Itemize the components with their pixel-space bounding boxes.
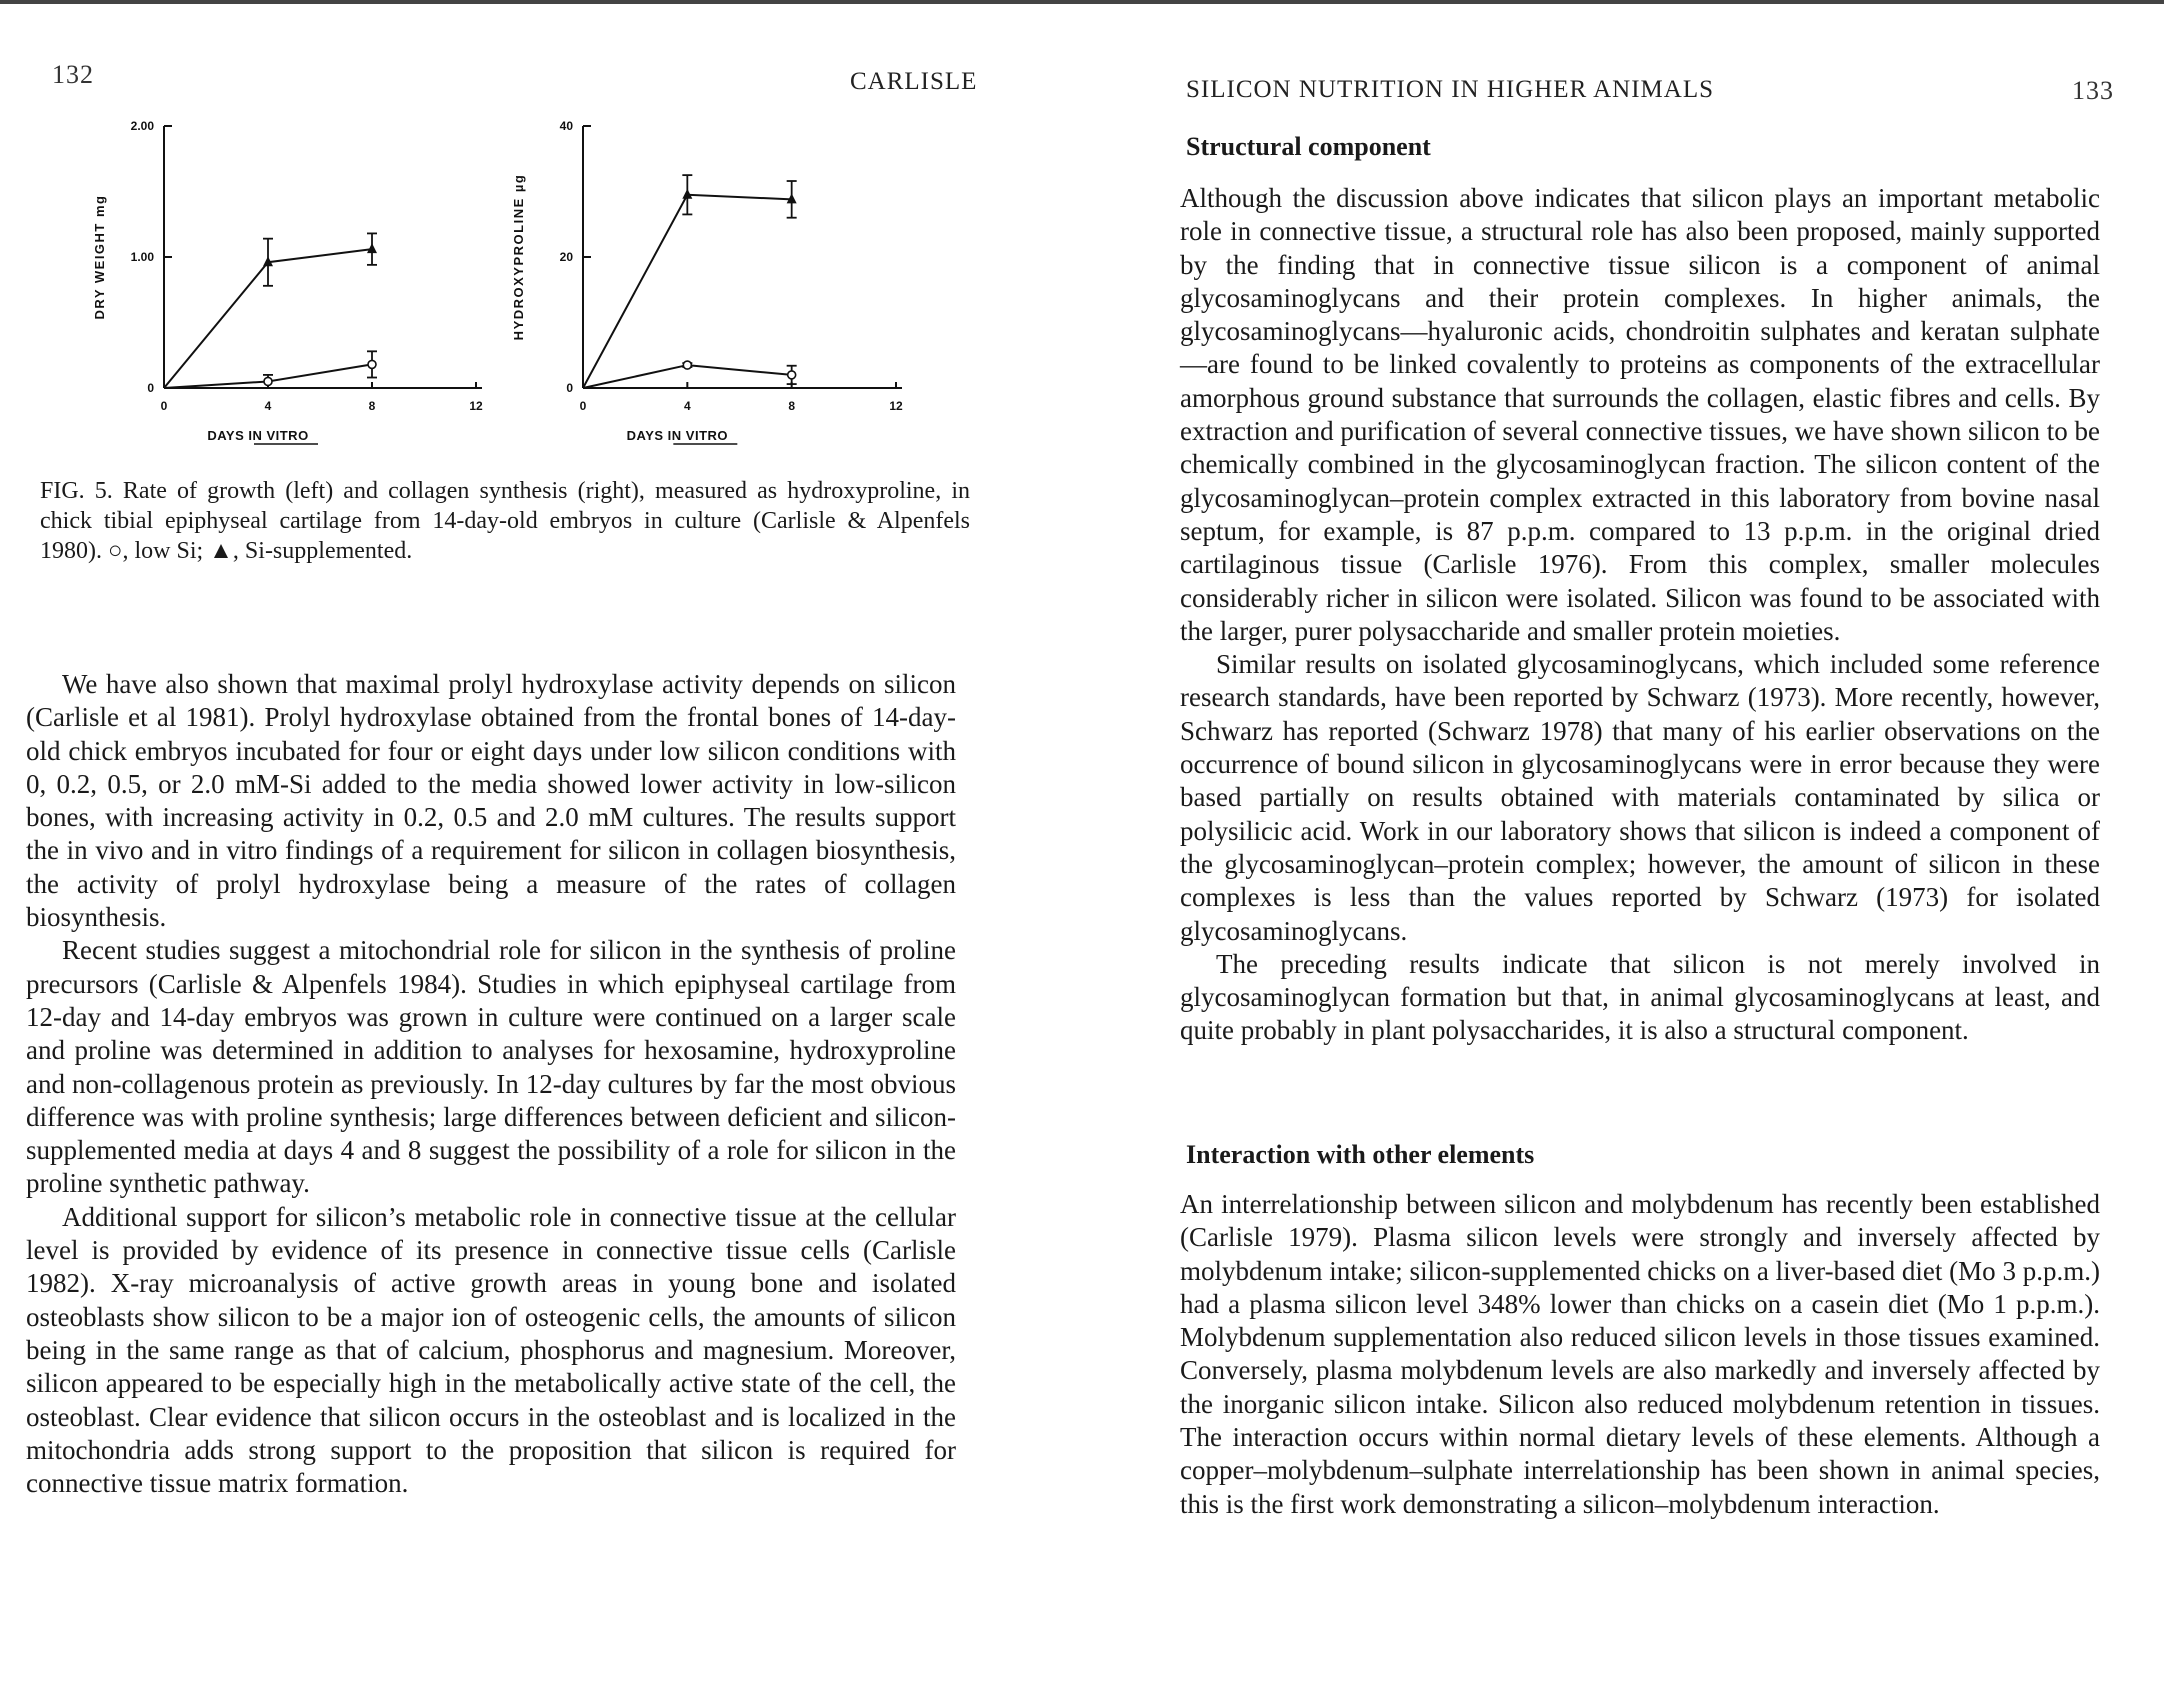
page-number: 133 [2072, 76, 2114, 105]
data-point-triangle [367, 243, 377, 253]
paragraph: Recent studies suggest a mitochondrial role for silicon in the synthesis of proline precursors (Carlisle & Alpenfels 1984). Studies in which epiphyseal cartilage from 12-day and 14-day embryos was grown in culture were continued on a larger scale and proline was determined in addition to analyses for hexosamine, hydroxyproline and non-collagenous protein as previously. In 12-day cultures by far the most obvious difference was with proline synthesis; large differences between deficient and silicon-supplemented media at days 4 and 8 suggest the possibility of a role for silicon in the proline synthetic pathway. [26, 935, 956, 1199]
figure-5-charts [40, 100, 1000, 460]
paragraph: We have also shown that maximal prolyl hydroxylase activity depends on silicon (Carlisle et al 1981). Prolyl hydroxylase obtained from the frontal bones of 14-day-old chick embryos incubated for four or eight days under low silicon conditions with 0, 0.2, 0.5, or 2.0 mM-Si added to the media showed lower activity in low-silicon bones, with increasing activity in 0.2, 0.5 and 2.0 mM cultures. The results support the in vivo and in vitro findings of a requirement for silicon in collagen biosynthesis, the activity of prolyl hydroxylase being a measure of the rates of collagen biosynthesis. [26, 669, 956, 933]
section-body [1180, 1188, 2100, 1521]
section-heading: Structural component [1186, 132, 1431, 161]
x-axis-label: DAYS IN VITRO [207, 428, 309, 443]
paragraph: An interrelationship between silicon and molybdenum has recently been established (Carlisle 1979). Plasma silicon levels were strongly and inversely affected by molybdenum intake; silicon-supplemented chicks on a liver-based diet (Mo 3 p.p.m.) had a plasma silicon level 348% lower than chicks on a casein diet (Mo 1 p.p.m.). Molybdenum supplementation also reduced silicon levels in those tissues examined. Conversely, plasma molybdenum levels are also markedly and inversely affected by the inorganic silicon intake. Silicon also reduced molybdenum retention in tissues. The interaction occurs within normal dietary levels of these elements. Although a copper–molybdenum–sulphate interrelationship has been shown in animal species, this is the first work demonstrating a silicon–molybdenum interaction. [1180, 1189, 2100, 1519]
y-tick-label: 40 [559, 119, 573, 133]
y-tick-label: 1.00 [130, 250, 154, 264]
paragraph: Additional support for silicon’s metabolic role in connective tissue at the cellular level is provided by evidence of its presence in connective tissue cells (Carlisle 1982). X-ray microanalysis of active growth areas in young bone and isolated osteoblasts show silicon to be a major ion of osteogenic cells, the amounts of silicon being in the same range as that of calcium, phosphorus and magnesium. Moreover, silicon appeared to be especially high in the metabolically active state of the cell, the osteoblast. Clear evidence that silicon occurs in the osteoblast and is localized in the mitochondria adds strong support to the proposition that silicon is required for connective tissue matrix formation. [26, 1201, 956, 1499]
paragraph: Although the discussion above indicates that silicon plays an important metabolic role in connective tissue, a structural role has also been proposed, mainly supported by the finding that in connective tissue silicon is a component of animal glycosaminoglycans and their protein complexes. In higher animals, the glycosaminoglycans—hyaluronic acids, chondroitin sulphates and keratan sulphate—are found to be linked covalently to proteins as components of the extracellular amorphous ground substance that surrounds the collagen, elastic fibres and cells. By extraction and purification of several connective tissues, we have shown silicon to be chemically combined in the glycosaminoglycan fraction. The silicon content of the glycosaminoglycan–protein complex extracted in this laboratory from bovine nasal septum, for example, is 87 p.p.m. compared to 13 p.p.m. in the original dried cartilaginous tissue (Carlisle 1976). From this complex, smaller molecules considerably richer in silicon were isolated. Silicon was found to be associated with the larger, purer polysaccharide and smaller protein moieties. [1180, 183, 2100, 646]
x-axis-label: DAYS IN VITRO [626, 428, 729, 443]
running-head: SILICON NUTRITION IN HIGHER ANIMALS [1186, 76, 1715, 103]
x-tick-label: 12 [889, 399, 903, 413]
paragraph: Similar results on isolated glycosaminoglycans, which included some reference research standards, have been reported by Schwarz (1973). More recently, however, Schwarz has reported (Schwarz 1978) that many of his earlier observations on the occurrence of bound silicon in glycosaminoglycans were in error because they were based partially on results obtained with materials contaminated by silica or polysilicic acid. Work in our laboratory shows that silicon is indeed a component of the glycosaminoglycan–protein complex; however, the amount of silicon in these complexes is less than the values reported by Schwarz (1973) for isolated glycosaminoglycans. [1180, 649, 2100, 946]
data-point-circle [683, 361, 691, 369]
x-tick-label: 4 [264, 399, 272, 413]
left-body-text [26, 668, 956, 1500]
y-tick-label: 2.00 [130, 119, 154, 133]
section-body [1180, 182, 2100, 1048]
figure-caption: FIG. 5. Rate of growth (left) and collagen synthesis (right), measured as hydroxyproline, in chick tibial epiphyseal cartilage from 14-day-old embryos in culture (Carlisle & Alpenfels 1980). ○, low Si; ▲, Si-supplemented. [40, 478, 970, 564]
x-tick-label: 4 [683, 399, 691, 413]
data-point-circle [264, 377, 272, 385]
data-point-triangle [682, 189, 692, 199]
x-tick-label: 12 [469, 399, 483, 413]
y-axis-label: DRY WEIGHT mg [92, 194, 107, 320]
x-tick-label: 8 [788, 399, 796, 413]
y-tick-label: 0 [566, 381, 573, 395]
data-point-circle [368, 360, 376, 368]
figure-5 [40, 100, 1000, 460]
right-page [1090, 0, 2164, 1700]
y-tick-label: 0 [147, 381, 154, 395]
paragraph: The preceding results indicate that silicon is not merely involved in glycosaminoglycan formation but that, in animal glycosaminoglycans at least, and quite probably in plant polysaccharides, it is also a structural component. [1180, 948, 2100, 1046]
x-tick-label: 8 [368, 399, 376, 413]
y-tick-label: 20 [559, 250, 573, 264]
y-axis-label: HYDROXYPROLINE µg [511, 173, 526, 341]
page-number: 132 [52, 60, 94, 89]
data-point-circle [788, 371, 796, 379]
series-line [583, 195, 792, 388]
section-heading: Interaction with other elements [1186, 1140, 1535, 1169]
x-tick-label: 0 [160, 399, 168, 413]
x-tick-label: 0 [579, 399, 587, 413]
running-head: CARLISLE [850, 68, 978, 95]
